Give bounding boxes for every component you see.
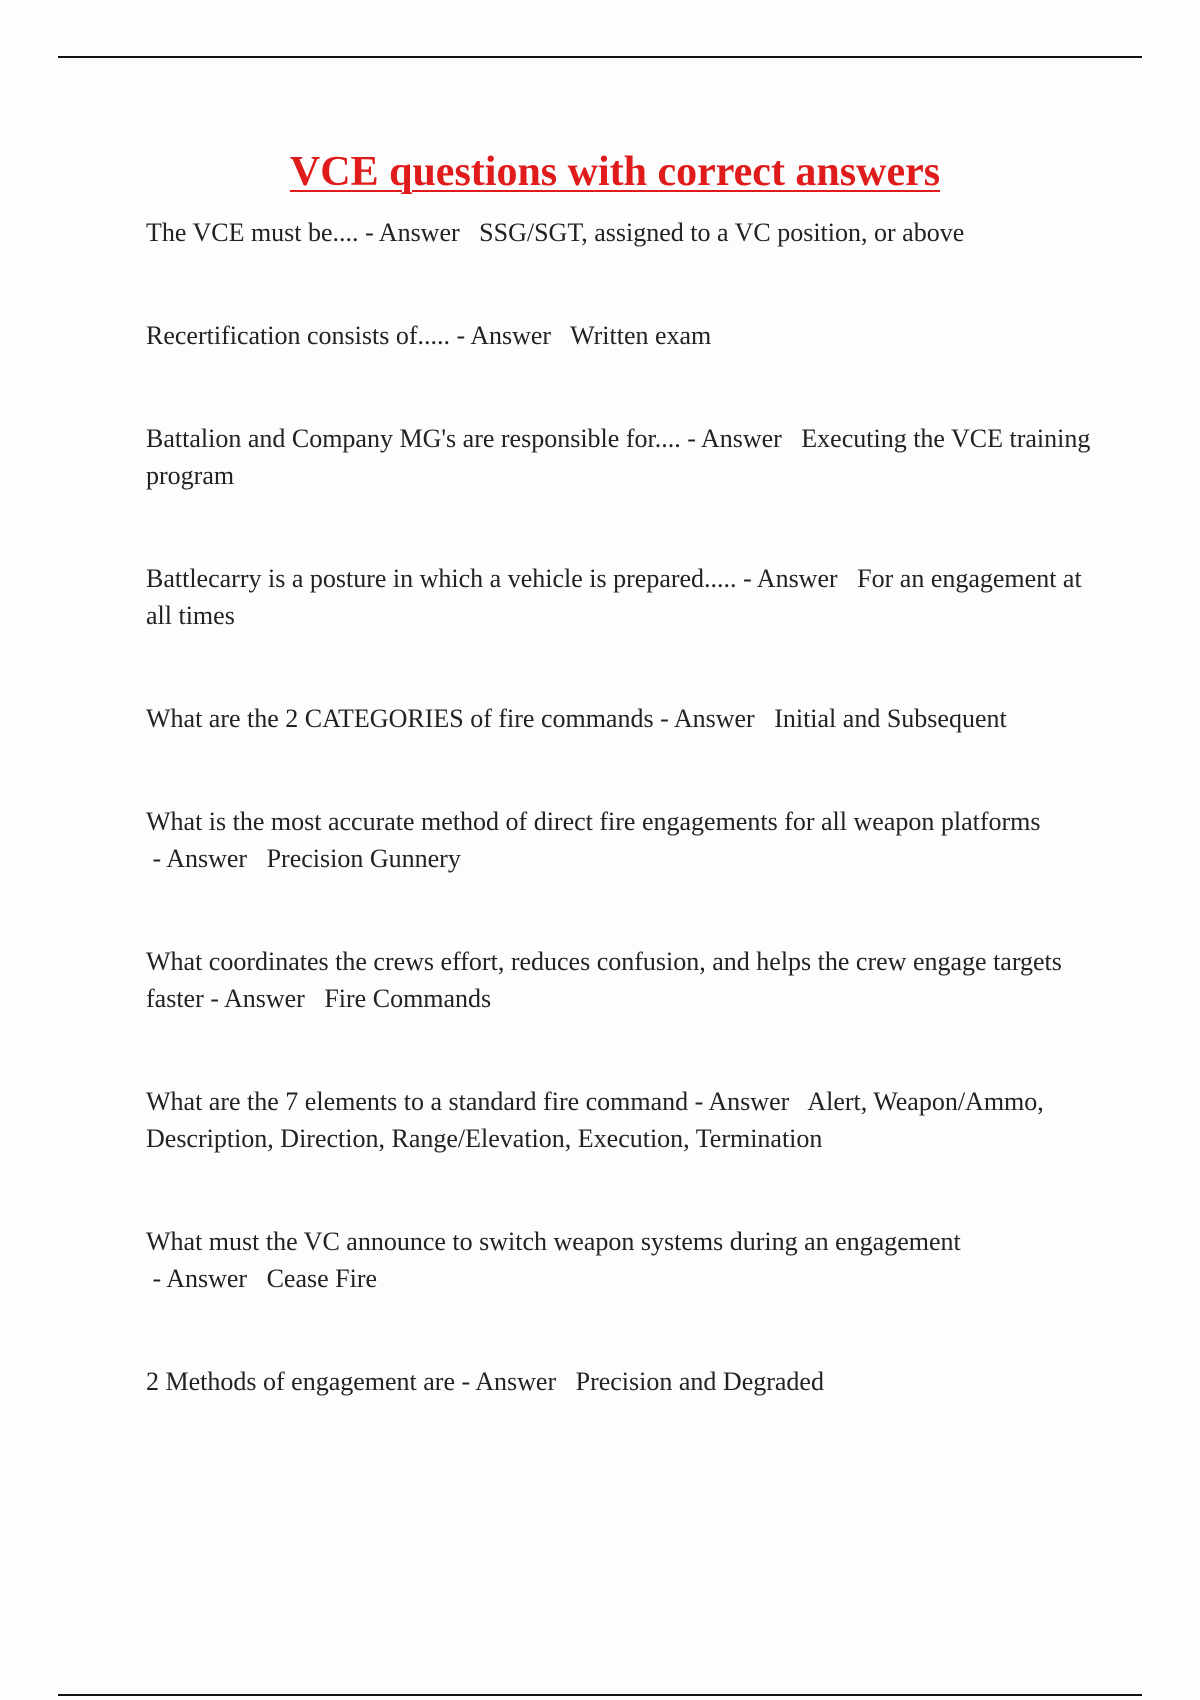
qa-item [146,1363,1096,1400]
question-text: The VCE must be.... [146,218,359,247]
answer-text: Alert, Weapon/Ammo, Description, Direction, Range/Elevation, Execution, Termination [146,1087,1044,1153]
question-text: What are the 2 CATEGORIES of fire commands [146,704,654,733]
question-text: What coordinates the crews effort, reduces confusion, and helps the crew engage targets faster [146,947,1062,1013]
answer-text: Precision and Degraded [575,1367,824,1396]
answer-separator: - Answer [455,1367,576,1396]
answer-text: Precision Gunnery [266,844,461,873]
question-text: What are the 7 elements to a standard fire command [146,1087,689,1116]
answer-separator: - Answer [358,218,480,247]
qa-list [146,214,1096,1466]
answer-text: Executing the VCE training program [146,424,1091,490]
footer-rule [58,1694,1142,1696]
answer-separator: - Answer [146,844,267,873]
answer-separator: - Answer [203,984,325,1013]
qa-item [146,1223,1096,1297]
qa-item [146,317,1096,354]
qa-item [146,1083,1096,1157]
header-rule [58,56,1142,58]
qa-item [146,700,1096,737]
qa-item [146,943,1096,1017]
answer-separator: - Answer [688,1087,808,1116]
answer-separator: - Answer [449,321,571,350]
answer-text: SSG/SGT, assigned to a VC position, or above [479,218,965,247]
answer-separator: - Answer [736,564,858,593]
document-title: VCE questions with correct answers [289,149,941,195]
question-text: 2 Methods of engagement are [146,1367,456,1396]
question-text: What is the most accurate method of direct fire engagements for all weapon platforms [146,807,1041,836]
qa-item [146,420,1096,494]
question-text: Battalion and Company MG's are responsible for.... [146,424,681,453]
answer-separator: - Answer [653,704,775,733]
question-text: What must the VC announce to switch weapon systems during an engagement [146,1227,961,1256]
answer-text: For an engagement at all times [146,564,1082,630]
answer-separator: - Answer [680,424,802,453]
qa-item [146,803,1096,877]
qa-item [146,560,1096,634]
answer-text: Cease Fire [266,1264,378,1293]
answer-text: Fire Commands [324,984,492,1013]
qa-item [146,214,1096,251]
answer-text: Written exam [570,321,712,350]
question-text: Battlecarry is a posture in which a vehicle is prepared..... [146,564,737,593]
answer-text: Initial and Subsequent [774,704,1007,733]
answer-separator: - Answer [146,1264,267,1293]
question-text: Recertification consists of..... [146,321,450,350]
